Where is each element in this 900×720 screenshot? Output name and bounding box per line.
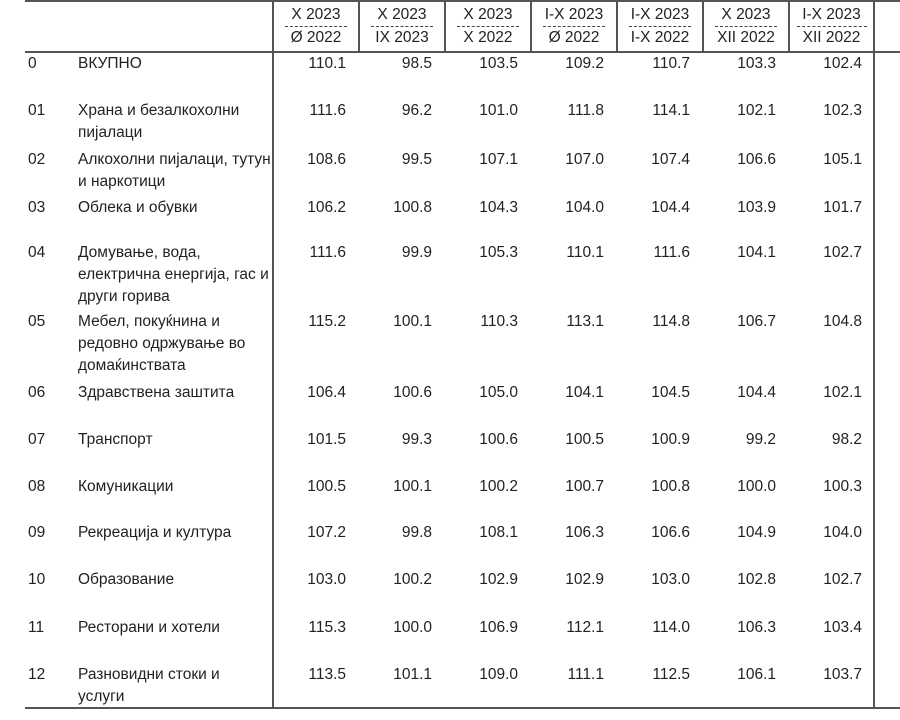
- cell-value: 110.3: [480, 313, 518, 330]
- cell-value: 99.5: [401, 151, 432, 168]
- row-code: 02: [28, 151, 46, 168]
- cell-value: 107.2: [307, 524, 346, 541]
- cell-value: 108.6: [307, 151, 346, 168]
- cell-value: 102.4: [823, 55, 862, 72]
- column-header-numerator: I-X 2023: [544, 6, 604, 23]
- cell-value: 104.1: [565, 384, 604, 401]
- column-header-denominator: XII 2022: [717, 29, 775, 46]
- cell-value: 103.9: [737, 199, 776, 216]
- cell-value: 98.2: [831, 431, 862, 448]
- cell-value: 115.3: [308, 619, 346, 636]
- cell-value: 109.2: [565, 55, 604, 72]
- cell-value: 106.3: [737, 619, 776, 636]
- row-code: 06: [28, 384, 46, 401]
- cell-value: 102.1: [823, 384, 862, 401]
- cell-value: 111.6: [309, 244, 346, 261]
- cell-value: 104.5: [651, 384, 690, 401]
- cell-value: 111.1: [567, 666, 604, 683]
- cell-value: 100.8: [651, 478, 690, 495]
- row-label: Рекреација и култура: [78, 524, 232, 541]
- cell-value: 108.1: [479, 524, 518, 541]
- column-header: [790, 2, 873, 52]
- cell-value: 112.5: [652, 666, 690, 683]
- cell-value: 110.1: [308, 55, 346, 72]
- cell-value: 100.2: [393, 571, 432, 588]
- column-header-denominator: Ø 2022: [290, 29, 342, 46]
- column-header-numerator: X 2023: [721, 6, 771, 23]
- row-code: 08: [28, 478, 46, 495]
- column-divider: [873, 0, 875, 709]
- row-code: 09: [28, 524, 46, 541]
- cell-value: 101.1: [393, 666, 432, 683]
- row-label: Здравствена заштита: [78, 384, 235, 401]
- cell-value: 100.9: [651, 431, 690, 448]
- row-label: Облека и обувки: [78, 199, 198, 216]
- cell-value: 103.7: [823, 666, 862, 683]
- cell-value: 100.5: [565, 431, 604, 448]
- cell-value: 100.1: [393, 313, 432, 330]
- row-label: Ресторани и хотели: [78, 619, 220, 636]
- cell-value: 101.7: [823, 199, 862, 216]
- cell-value: 114.0: [652, 619, 690, 636]
- cell-value: 107.4: [651, 151, 690, 168]
- cell-value: 103.0: [651, 571, 690, 588]
- cell-value: 114.1: [652, 102, 690, 119]
- cell-value: 99.9: [401, 244, 432, 261]
- cell-value: 100.8: [393, 199, 432, 216]
- column-header-numerator: X 2023: [291, 6, 341, 23]
- cell-value: 104.4: [737, 384, 776, 401]
- cell-value: 104.0: [565, 199, 604, 216]
- row-code: 07: [28, 431, 46, 448]
- cell-value: 107.0: [565, 151, 604, 168]
- row-label: Алкохолни пијалаци, тутун и наркотици: [78, 151, 271, 190]
- cell-value: 100.7: [565, 478, 604, 495]
- cell-value: 106.1: [737, 666, 776, 683]
- row-code: 04: [28, 244, 46, 261]
- column-header-denominator: Ø 2022: [548, 29, 600, 46]
- row-label: Комуникации: [78, 478, 174, 495]
- cell-value: 102.7: [823, 244, 862, 261]
- cell-value: 103.3: [737, 55, 776, 72]
- cell-value: 98.5: [401, 55, 432, 72]
- column-header-numerator: I-X 2023: [630, 6, 690, 23]
- cell-value: 109.0: [479, 666, 518, 683]
- column-header-numerator: I-X 2023: [802, 6, 861, 23]
- cell-value: 111.6: [309, 102, 346, 119]
- cell-value: 100.3: [823, 478, 862, 495]
- cell-value: 102.1: [737, 102, 776, 119]
- row-code: 01: [28, 102, 46, 119]
- column-header: [532, 2, 616, 52]
- cell-value: 99.3: [401, 431, 432, 448]
- cell-value: 100.1: [393, 478, 432, 495]
- cell-value: 102.7: [823, 571, 862, 588]
- row-label: Образование: [78, 571, 175, 588]
- cell-value: 101.0: [479, 102, 518, 119]
- cell-value: 106.2: [307, 199, 346, 216]
- row-label: Домување, вода, електрична енергија, гас и други горива: [78, 244, 269, 305]
- cell-value: 106.3: [565, 524, 604, 541]
- cell-value: 103.4: [823, 619, 862, 636]
- cell-value: 101.5: [307, 431, 346, 448]
- column-header: [360, 2, 444, 52]
- row-label: Храна и безалкохолни пијалаци: [78, 102, 240, 141]
- cell-value: 103.0: [307, 571, 346, 588]
- row-label: Мебел, покуќнина и редовно одржување во домаќинствата: [78, 313, 246, 374]
- cell-value: 104.4: [651, 199, 690, 216]
- cell-value: 106.4: [307, 384, 346, 401]
- column-header: [274, 2, 358, 52]
- cell-value: 107.1: [479, 151, 518, 168]
- cell-value: 100.0: [393, 619, 432, 636]
- cell-value: 104.9: [737, 524, 776, 541]
- cell-value: 111.6: [653, 244, 690, 261]
- cell-value: 106.9: [479, 619, 518, 636]
- cell-value: 100.0: [737, 478, 776, 495]
- column-header: [446, 2, 530, 52]
- cell-value: 114.8: [652, 313, 690, 330]
- cell-value: 104.1: [737, 244, 776, 261]
- column-header: [618, 2, 702, 52]
- row-code: 12: [28, 666, 46, 683]
- cell-value: 112.1: [566, 619, 604, 636]
- cell-value: 115.2: [308, 313, 346, 330]
- cell-value: 105.1: [823, 151, 862, 168]
- cell-value: 110.7: [652, 55, 690, 72]
- cell-value: 104.0: [823, 524, 862, 541]
- row-label: Транспорт: [78, 431, 153, 448]
- cell-value: 102.3: [823, 102, 862, 119]
- cell-value: 106.6: [737, 151, 776, 168]
- column-header-numerator: X 2023: [377, 6, 427, 23]
- cell-value: 111.8: [567, 102, 604, 119]
- row-label: ВКУПНО: [78, 55, 142, 72]
- cell-value: 104.8: [823, 313, 862, 330]
- row-code: 11: [28, 619, 45, 636]
- cell-value: 113.1: [566, 313, 604, 330]
- column-header: [704, 2, 788, 52]
- cell-value: 105.3: [479, 244, 518, 261]
- column-header-numerator: X 2023: [463, 6, 513, 23]
- cell-value: 106.6: [651, 524, 690, 541]
- row-code: 05: [28, 313, 46, 330]
- cell-value: 113.5: [308, 666, 346, 683]
- cell-value: 106.7: [737, 313, 776, 330]
- cell-value: 102.9: [479, 571, 518, 588]
- cell-value: 100.6: [393, 384, 432, 401]
- cell-value: 102.9: [565, 571, 604, 588]
- column-header-denominator: XII 2022: [802, 29, 861, 46]
- cell-value: 110.1: [566, 244, 604, 261]
- column-header-denominator: I-X 2022: [630, 29, 690, 46]
- column-header-denominator: IX 2023: [375, 29, 429, 46]
- cell-value: 100.6: [479, 431, 518, 448]
- cell-value: 100.2: [479, 478, 518, 495]
- cell-value: 99.2: [745, 431, 776, 448]
- cell-value: 104.3: [479, 199, 518, 216]
- row-code: 10: [28, 571, 46, 588]
- row-label: Разновидни стоки и услуги: [78, 666, 220, 705]
- cell-value: 103.5: [479, 55, 518, 72]
- price-index-table: [25, 0, 900, 720]
- cell-value: 102.8: [737, 571, 776, 588]
- column-header-denominator: X 2022: [463, 29, 513, 46]
- row-code: 03: [28, 199, 46, 216]
- cell-value: 105.0: [479, 384, 518, 401]
- cell-value: 99.8: [401, 524, 432, 541]
- cell-value: 96.2: [401, 102, 432, 119]
- row-code: 0: [28, 55, 37, 72]
- cell-value: 100.5: [307, 478, 346, 495]
